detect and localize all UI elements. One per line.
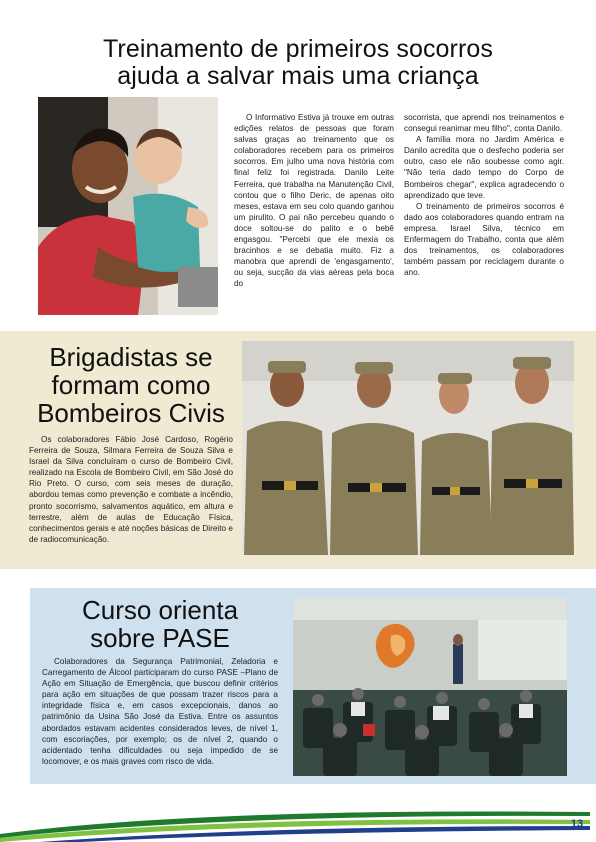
article-2-headline-line-2: formam como <box>51 370 211 400</box>
article-3-headline-line-2: sobre PASE <box>90 623 230 653</box>
article-1-headline-line-2: ajuda a salvar mais uma criança <box>117 62 479 90</box>
classroom-illustration <box>293 598 567 776</box>
article-1-paragraph-1: O Informativo Estiva já trouxe em outras edições relatos de pessoas que foram salvas graças ao treinamento que os colaboradores recebem para os primeiros socorros. Em julho uma nova história com final feliz foi registrada. Danilo Leite Ferreira, que trabalha na Manutenção Civil, contou que o filho Deric, de apenas oito meses, estava em seu colo quando ganhou um pirulito. O pai não percebeu quando o doce soltou-se do palito e o bebê engasgou. "Percebi que ele mexia os bracinhos e se debatia muito. Fiz a manobra que aprendi de 'engasgamento', ou seja, sucção da vias aéreas pela boca do <box>234 113 394 289</box>
firefighters-photo <box>242 341 574 555</box>
article-2-body <box>29 434 233 545</box>
article-1-column-2 <box>404 112 564 278</box>
article-1-headline <box>40 36 556 90</box>
father-and-baby-illustration <box>38 97 218 315</box>
article-1-paragraph-3: A família mora no Jardim América e Danilo acredita que o desfecho poderia ser outro, caso ele não soubesse como agir. "Não teria dado tempo do Corpo de Bombeiros chegar", explica agradecendo o aprendizado que teve. <box>404 135 564 200</box>
article-1-paragraph-2: socorrista, que aprendi nos treinamentos e consegui reanimar meu filho", conta Danilo. <box>404 113 564 134</box>
article-3-headline <box>42 596 278 652</box>
four-civil-firefighters-illustration <box>242 341 574 555</box>
article-2-headline-line-3: Bombeiros Civis <box>37 398 225 428</box>
article-2-paragraph: Os colaboradores Fábio José Cardoso, Rogério Ferreira de Souza, Silmara Ferreira de Souza Silva e Israel da Silva concluíram o curso de Bombeiro Civil, realizado na Escola de Bombeiro Civil, em São José do Rio Preto. O curso, com seis meses de duração, abordou temas como prevenção e combate a incêndio, pronto socorrismo, salvamentos aquático, em altura e terrestre, além de aulas de Educação Física, conhecimentos gerais e até noções básicas de Direito e de radiocomunicação. <box>29 435 233 544</box>
article-1-paragraph-4: O treinamento de primeiros socorros é dado aos colaboradores quando entram na empresa. Israel Silva, técnico em Enfermagem do Trabalho, conta que além dos treinamentos, os colaboradores também passam por reciclagem durante o ano. <box>404 201 564 278</box>
article-3-headline-line-1: Curso orienta <box>81 595 239 625</box>
article-1-column-1 <box>234 112 394 290</box>
article-2-headline-line-1: Brigadistas se <box>49 342 213 372</box>
article-3-paragraph: Colaboradores da Segurança Patrimonial, Zeladoria e Carregamento de Álcool participaram do curso PASE –Plano de Ação em Situação de Emergência, que buscou definir critérios para ação em situações de que possam trazer riscos para a integridade física e, em casos excepcionais, danos ao patrimônio da Usina São José da Estiva. Entre os assuntos abordados estavam acidentes considerados leves, de nível 1, com escoriações, por exemplo; os de nível 2, quando o acidentado tenha dificuldades ou seja impedido de se locomover, e os mais graves com risco de vida. <box>42 657 278 766</box>
footer-swoosh <box>0 800 596 842</box>
article-3-body <box>42 656 278 767</box>
article-1-headline-line-1: Treinamento de primeiros socorros <box>102 35 494 63</box>
article-2-headline <box>18 343 244 427</box>
father-and-baby-photo <box>38 97 218 315</box>
training-classroom-photo <box>293 598 567 776</box>
page-number: 13 <box>570 818 584 830</box>
